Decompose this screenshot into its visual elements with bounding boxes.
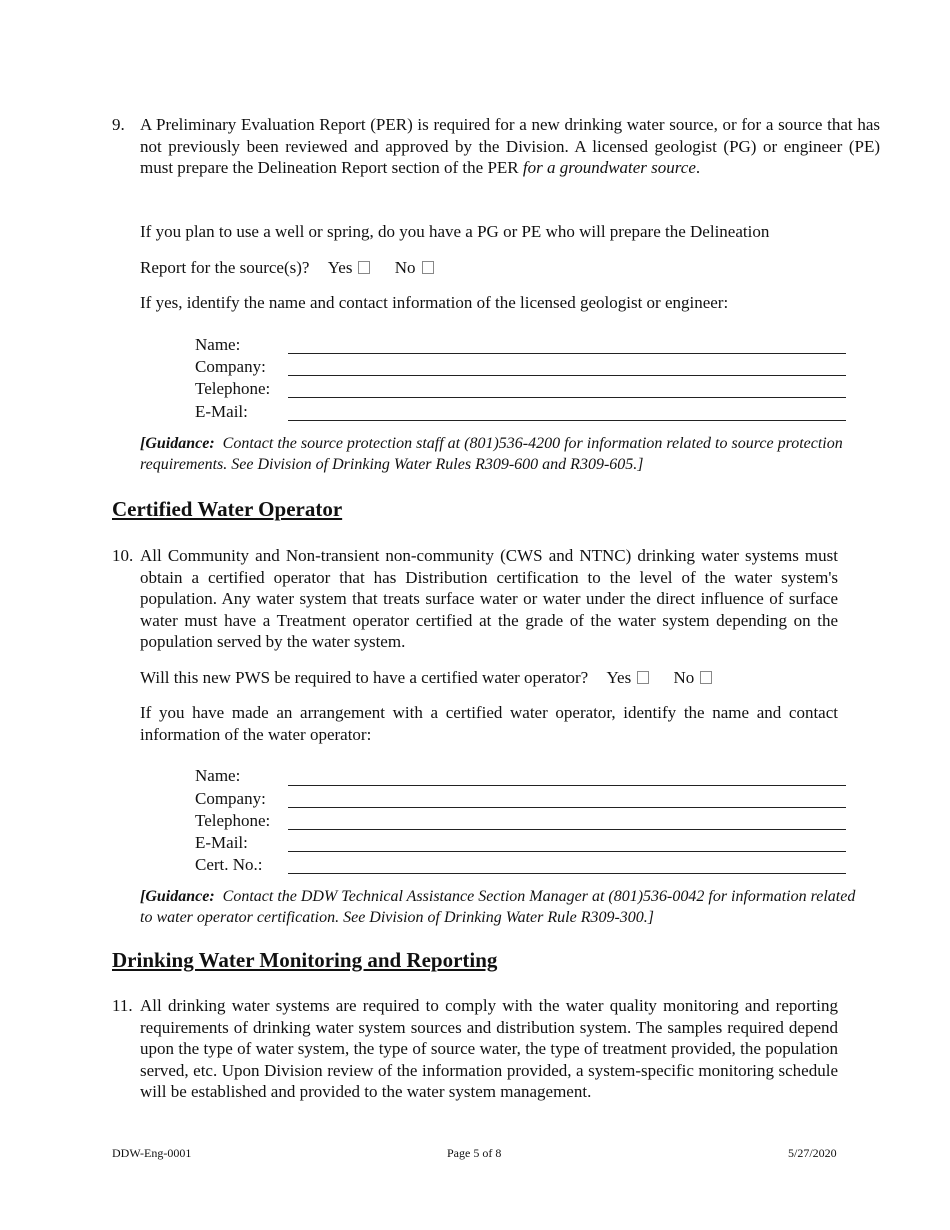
question-9-italic-text: for a groundwater source [522,158,696,177]
question-10-text: All Community and Non-transient non-community (CWS and NTNC) drinking water systems must obtain a certified operator that has Distribution certification to the level of the water system's population. Any water system that treats surface water or water under the direct influence of surface water must have a Treatment operator certified at the grade of the water system depending on the population served by the water system. [140,546,838,651]
guidance-text: Contact the DDW Technical Assistance Section Manager at (801)536-0042 for information related to water operator certification. See Division of Drinking Water Rule R309-300.] [140,888,856,926]
question-9-prompt-text: Report for the source(s)? [140,258,310,277]
no-checkbox[interactable] [422,261,434,274]
question-9-number: 9. [112,115,125,134]
operator-company-field[interactable] [288,807,846,808]
pg-name-field[interactable] [288,353,846,354]
yes-label: Yes [606,668,632,687]
operator-email-label: E-Mail: [195,833,248,852]
question-10-prompt [140,667,712,689]
operator-telephone-label: Telephone: [195,811,271,830]
guidance-text: Contact the source protection staff at (801)536-4200 for information related to source protection requirements. See Division of Drinking Water Rules R309-600 and R309-605.] [140,435,843,473]
no-checkbox[interactable] [700,671,712,684]
yes-checkbox[interactable] [358,261,370,274]
question-10-prompt-text: Will this new PWS be required to have a certified water operator? [140,668,589,687]
operator-cert-no-label: Cert. No.: [195,855,263,874]
guidance-label: [Guidance: [140,435,215,452]
footer-date: 5/27/2020 [788,1146,837,1160]
question-9-prompt-line1: If you plan to use a well or spring, do you have a PG or PE who will prepare the Delineation [140,222,770,241]
yes-checkbox[interactable] [637,671,649,684]
operator-name-field[interactable] [288,785,846,786]
question-9-identify-text: If yes, identify the name and contact information of the licensed geologist or engineer: [140,293,729,312]
question-9-prompt-line2 [140,257,434,279]
section-heading-certified-operator: Certified Water Operator [112,497,343,521]
footer-form-id: DDW-Eng-0001 [112,1146,192,1160]
operator-cert-no-field[interactable] [288,873,846,874]
operator-email-field[interactable] [288,851,846,852]
section-heading-monitoring: Drinking Water Monitoring and Reporting [112,948,498,972]
question-10-number: 10. [112,546,134,565]
pg-email-field[interactable] [288,420,846,421]
no-label: No [394,258,416,277]
guidance-label: [Guidance: [140,888,215,905]
pg-company-field[interactable] [288,375,846,376]
yes-label: Yes [327,258,353,277]
pg-telephone-label: Telephone: [195,379,271,398]
pg-company-label: Company: [195,357,266,376]
question-10-identify-text: If you have made an arrangement with a certified water operator, identify the name and contact information of the water operator: [140,703,838,744]
footer-page-number: Page 5 of 8 [447,1146,502,1160]
pg-email-label: E-Mail: [195,402,248,421]
question-11-number: 11. [112,996,133,1015]
no-label: No [673,668,695,687]
operator-name-label: Name: [195,766,241,785]
pg-telephone-field[interactable] [288,397,846,398]
guidance-note-source-protection [140,433,845,475]
question-9-main-text: A Preliminary Evaluation Report (PER) is required for a new drinking water source, or for a source that has not previously been reviewed and approved by the Division. A licensed geologist (PG) or engineer (PE) must prepare the Delineation Report section of the PER [140,115,880,177]
question-9-period: . [695,158,701,177]
guidance-note-operator [140,886,870,928]
operator-company-label: Company: [195,789,266,808]
operator-telephone-field[interactable] [288,829,846,830]
pg-name-label: Name: [195,335,241,354]
question-9-text [140,114,880,179]
question-11-text: All drinking water systems are required to comply with the water quality monitoring and reporting requirements of drinking water system sources and distribution system. The samples required depend upon the type of water system, the type of source water, the type of treatment provided, the population served, etc. Upon Division review of the information provided, a system-specific monitoring schedule will be established and provided to the water system management. [140,996,838,1101]
